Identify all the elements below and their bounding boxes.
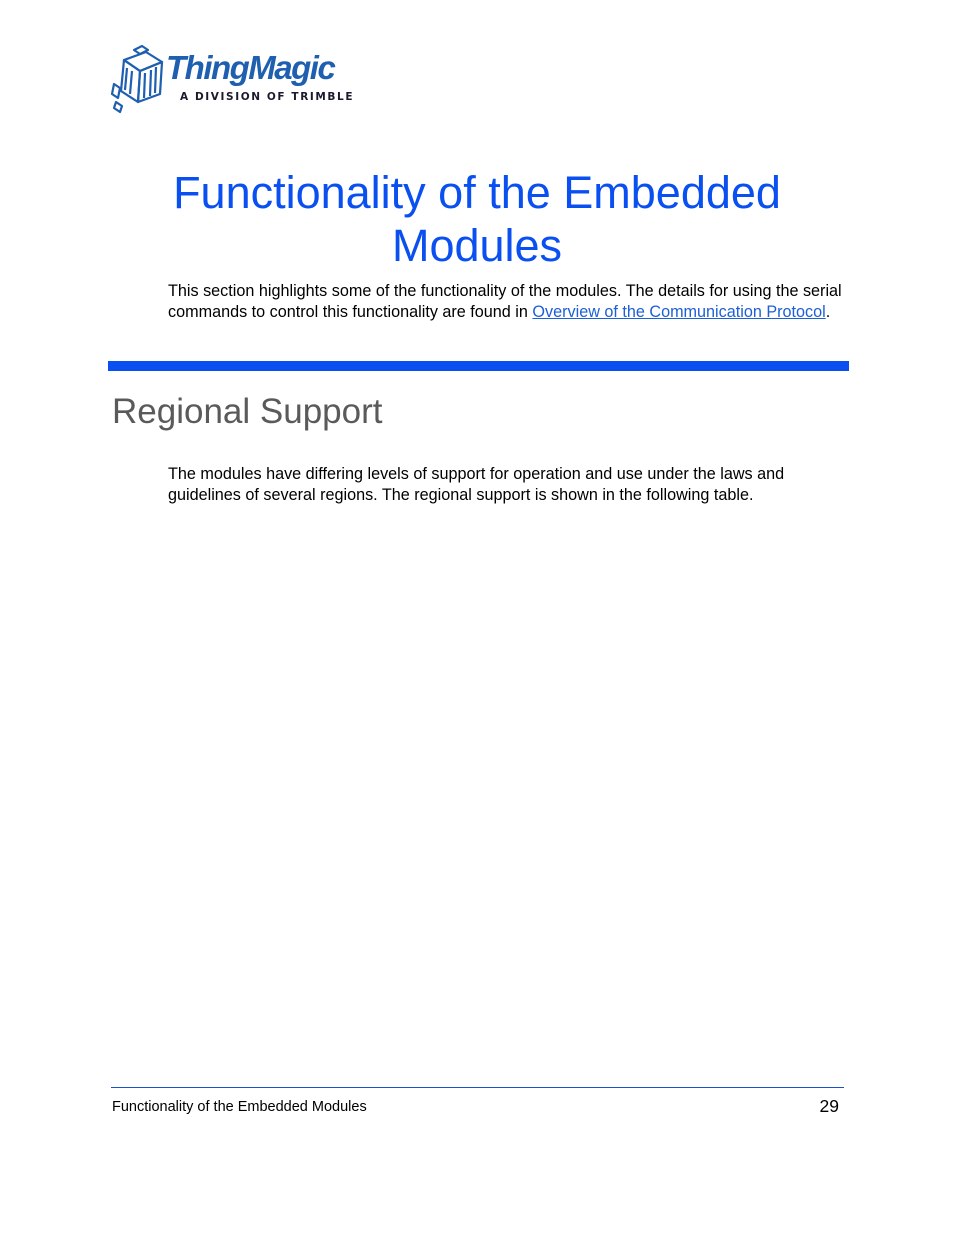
company-logo xyxy=(110,44,355,114)
page-number: 29 xyxy=(819,1096,839,1116)
footer-divider xyxy=(111,1087,844,1088)
chapter-title: Functionality of the Embedded Modules xyxy=(173,167,781,271)
brand-name: ThingMagic xyxy=(166,49,335,86)
footer-title: Functionality of the Embedded Modules xyxy=(112,1099,367,1115)
brand-tagline: A DIVISION OF TRIMBLE xyxy=(180,91,355,103)
section-title: Regional Support xyxy=(112,392,383,431)
intro-end: . xyxy=(825,302,831,321)
cube-logo-icon xyxy=(110,44,166,114)
intro-text: This section highlights some of the functionality of the modules. The details for using the serial commands to control this functionality are found in xyxy=(168,282,842,321)
section-divider xyxy=(108,361,849,371)
communication-protocol-link[interactable]: Overview of the Communication Protocol xyxy=(532,302,826,321)
section-body: The modules have differing levels of support for operation and use under the laws and guidelines of several regions. The regional support is shown in the following table. xyxy=(168,465,785,504)
intro-paragraph xyxy=(168,281,848,322)
